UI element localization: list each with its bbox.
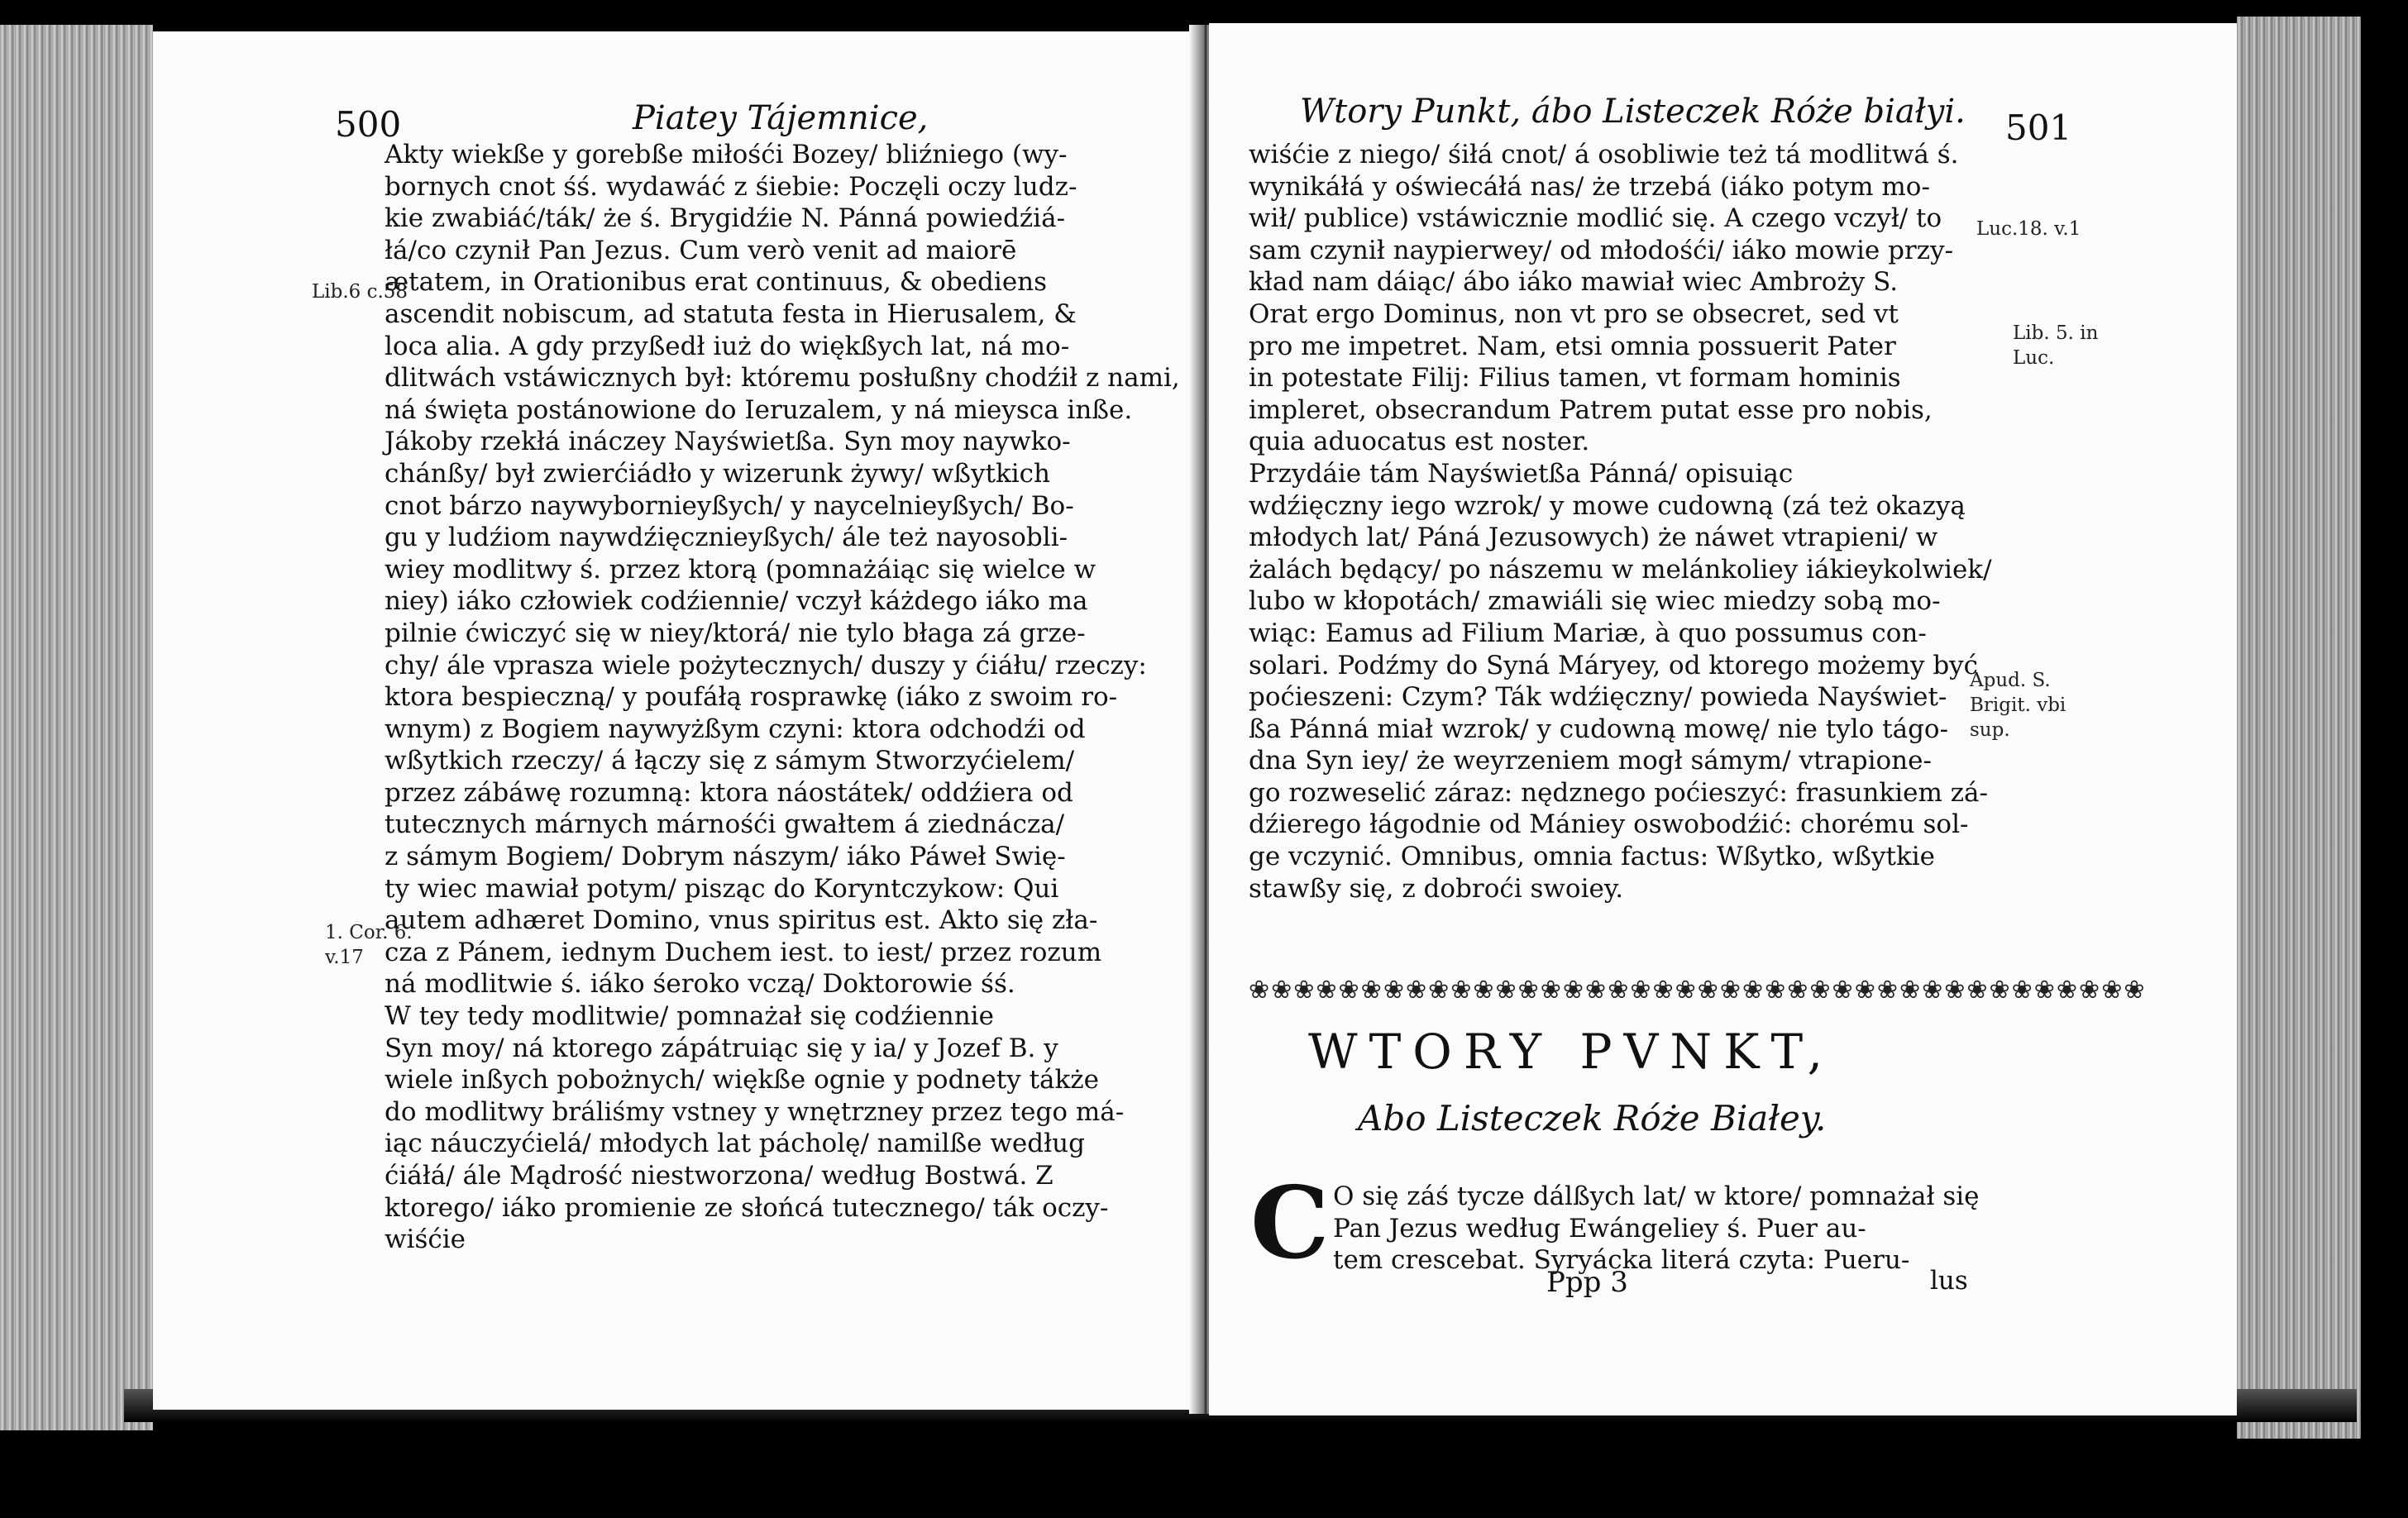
text-line: łá/co czynił Pan Jezus. Cum verò venit ad maiorē bbox=[385, 235, 1017, 265]
right-page bbox=[1209, 23, 2237, 1415]
text-line: ßa Pánná miał wzrok/ y cudowną mowę/ nie tylo tágo- bbox=[1249, 714, 1949, 744]
text-line: kład nam dáiąc/ ábo iáko mawiał wiec Ambroży S. bbox=[1249, 267, 1899, 298]
text-line: do modlitwy bráliśmy vstney y wnętrzney przez tego má- bbox=[385, 1096, 1125, 1127]
text-line: Jákoby rzekłá ináczey Nayświetßa. Syn moy naywko- bbox=[385, 427, 1071, 457]
text-line: go rozweselić záraz: nędznego poćieszyć: frasunkiem zá- bbox=[1249, 777, 1989, 808]
text-line: wynikáłá y oświecáłá nas/ że trzebá (iáko potym mo- bbox=[1249, 171, 1930, 202]
margin-note-left-2: 1. Cor. 6. v.17 bbox=[325, 922, 413, 968]
text-line: sam czynił naypierwey/ od młodośći/ iáko mowie przy- bbox=[1249, 235, 1954, 265]
text-line: młodych lat/ Páná Jezusowych) że náwet vtrapieni/ w bbox=[1249, 523, 1938, 553]
text-line: kie zwabiáć/ták/ że ś. Brygidźie N. Pánná powiedźiá- bbox=[385, 203, 1066, 234]
text-line: lubo w kłopotách/ zmawiáli się wiec miedzy sobą mo- bbox=[1249, 586, 1941, 617]
text-line: W tey tedy modlitwie/ pomnażał się codźiennie bbox=[385, 1001, 994, 1032]
text-line: iąc náuczyćielá/ młodych lat pácholę/ namilße według bbox=[385, 1129, 1085, 1159]
text-line: ascendit nobiscum, ad statuta festa in Hierusalem, & bbox=[385, 298, 1077, 329]
ornamental-divider: ❀❀❀❀❀❀❀❀❀❀❀❀❀❀❀❀❀❀❀❀❀❀❀❀❀❀❀❀❀❀❀❀❀❀❀❀❀❀❀❀ bbox=[1249, 976, 2147, 1005]
text-line: wdźięczny iego wzrok/ y mowe cudowną (zá też okazyą bbox=[1249, 490, 1966, 521]
text-line: impleret, obsecrandum Patrem putat esse pro nobis, bbox=[1249, 394, 1933, 425]
text-line: Przydáie tám Nayświetßa Pánná/ opisuiąc bbox=[1249, 458, 1794, 489]
text-line: gu y ludźiom naywdźięcznieyßych/ ále też nayosobli- bbox=[385, 523, 1068, 553]
text-line: cnot bárzo naywybornieyßych/ y naycelnieyßych/ Bo- bbox=[385, 490, 1074, 521]
text-line: wiśćie bbox=[385, 1224, 466, 1255]
text-line: ktorego/ iáko promienie ze słońcá tutecznego/ ták oczy- bbox=[385, 1192, 1109, 1223]
text-line: żalách będący/ po nászemu w melánkoliey iákieykolwiek/ bbox=[1249, 554, 1992, 585]
text-line: Pan Jezus według Ewángeliey ś. Puer au- bbox=[1333, 1213, 1866, 1244]
text-line: quia aduocatus est noster. bbox=[1249, 427, 1590, 457]
running-head-left: Piatey Tájemnice, bbox=[633, 99, 929, 137]
text-line: Syn moy/ ná ktorego zápátruiąc się y ia/ y Jozef B. y bbox=[385, 1033, 1058, 1063]
right-book-edge bbox=[2237, 17, 2361, 1439]
text-line: chánßy/ był zwierćiádło y wizerunk żywy/ wßytkich bbox=[385, 458, 1050, 489]
text-line: z sámym Bogiem/ Dobrym nászym/ iáko Páweł Swię- bbox=[385, 842, 1066, 872]
text-line: ná święta postánowione do Ieruzalem, y ná mieysca inße. bbox=[385, 394, 1133, 425]
text-line: bornych cnot śś. wydawáć z śiebie: Poczęli oczy ludz- bbox=[385, 171, 1077, 202]
text-line: ná modlitwie ś. iáko śeroko vczą/ Doktorowie śś. bbox=[385, 969, 1015, 1000]
catchword: lus bbox=[1930, 1266, 1968, 1296]
text-line: wiąc: Eamus ad Filium Mariæ, à quo possumus con- bbox=[1249, 618, 1927, 648]
text-line: tutecznych márnych márnośći gwałtem á ziednácza/ bbox=[385, 809, 1065, 840]
text-line: ćiáłá/ ále Mądrość niestworzona/ według Bostwá. Z bbox=[385, 1161, 1054, 1191]
text-line: chy/ ále vprasza wiele pożytecznych/ duszy y ćiáłu/ rzeczy: bbox=[385, 650, 1147, 680]
right-text-block bbox=[1249, 139, 1992, 905]
text-line: ge vczynić. Omnibus, omnia factus: Wßytko, wßytkie bbox=[1249, 842, 1936, 872]
text-line: pro me impetret. Nam, etsi omnia possuerit Pater bbox=[1249, 331, 1896, 361]
page-number-left: 500 bbox=[335, 104, 402, 145]
text-line: wnym) z Bogiem naywyżßym czyni: ktora odchodźi od bbox=[385, 714, 1086, 744]
text-line: ty wiec mawiał potym/ pisząc do Koryntczykow: Qui bbox=[385, 873, 1059, 904]
section-opening-text bbox=[1333, 1181, 2011, 1277]
text-line: cza z Pánem, iednym Duchem iest. to iest/ przez rozum bbox=[385, 937, 1102, 967]
section-title: WTORY PVNKT, bbox=[1308, 1024, 1835, 1080]
text-line: in potestate Filij: Filius tamen, vt formam hominis bbox=[1249, 363, 1901, 394]
text-line: wiele inßych pobożnych/ więkße ognie y podnety tákże bbox=[385, 1065, 1099, 1096]
text-line: dna Syn iey/ że weyrzeniem mogł sámym/ vtrapione- bbox=[1249, 746, 1932, 776]
signature-mark: Ppp 3 bbox=[1546, 1266, 1628, 1299]
text-line: autem adhæret Domino, vnus spiritus est. Akto się zła- bbox=[385, 905, 1098, 936]
text-line: niey) iáko człowiek codźiennie/ vczył káżdego iáko ma bbox=[385, 586, 1088, 617]
page-number-right: 501 bbox=[2005, 107, 2072, 148]
text-line: ætatem, in Orationibus erat continuus, & obediens bbox=[385, 267, 1048, 298]
running-head-right: Wtory Punkt, ábo Listeczek Róże białyi. bbox=[1300, 93, 1966, 131]
text-line: pilnie ćwiczyć się w niey/ktorá/ nie tylo błaga zá grze- bbox=[385, 618, 1086, 648]
left-book-edge bbox=[0, 25, 153, 1430]
text-line: stawßy się, z dobroći swoiey. bbox=[1249, 873, 1624, 904]
text-line: poćieszeni: Czym? Ták wdźięczny/ powieda Nayświet- bbox=[1249, 682, 1947, 713]
text-line: przez zábáwę rozumną: ktora náostátek/ oddźiera od bbox=[385, 777, 1073, 808]
text-line: ktora bespieczną/ y poufáłą rosprawkę (iáko z swoim ro- bbox=[385, 682, 1118, 713]
margin-note-right-1: Luc.18. v.1 bbox=[1976, 218, 2081, 240]
text-line: wił/ publice) vstáwicznie modlić się. A czego vczył/ to bbox=[1249, 203, 1942, 234]
text-line: Akty wiekße y gorebße miłośći Bozey/ bliźniego (wy- bbox=[385, 140, 1068, 169]
text-line: wßytkich rzeczy/ á łączy się z sámym Stworzyćielem/ bbox=[385, 746, 1075, 776]
drop-cap: C bbox=[1250, 1165, 1330, 1282]
text-line: loca alia. A gdy przyßedł iuż do więkßych lat, ná mo- bbox=[385, 331, 1070, 361]
margin-note-right-2: Lib. 5. in Luc. bbox=[2013, 322, 2099, 369]
text-line: solari. Podźmy do Syná Máryey, od ktorego możemy być bbox=[1249, 650, 1979, 680]
text-line: tem crescebat. Syryácka literá czyta: Pueru- bbox=[1333, 1245, 1910, 1276]
text-line: wiśćie z niego/ śiłá cnot/ á osobliwie też tá modlitwá ś. bbox=[1249, 140, 1959, 169]
text-line: wiey modlitwy ś. przez ktorą (pomnażáiąc się wielce w bbox=[385, 554, 1096, 585]
section-subtitle: Abo Listeczek Róże Białey. bbox=[1358, 1098, 1827, 1138]
left-text-block bbox=[385, 139, 1180, 1256]
left-page bbox=[153, 31, 1202, 1410]
text-line: Orat ergo Dominus, non vt pro se obsecret, sed vt bbox=[1249, 298, 1899, 329]
text-line: dźierego łágodnie od Mániey oswobodźić: chorému sol- bbox=[1249, 809, 1969, 840]
margin-note-right-3: Apud. S. Brigit. vbi sup. bbox=[1970, 670, 2066, 741]
margin-note-left-1: Lib.6 c.58 bbox=[312, 281, 408, 303]
text-line: dlitwách vstáwicznych był: któremu posłußny chodźił z nami, bbox=[385, 363, 1180, 394]
text-line: O się záś tycze dálßych lat/ w ktore/ pomnażał się bbox=[1333, 1181, 1980, 1211]
